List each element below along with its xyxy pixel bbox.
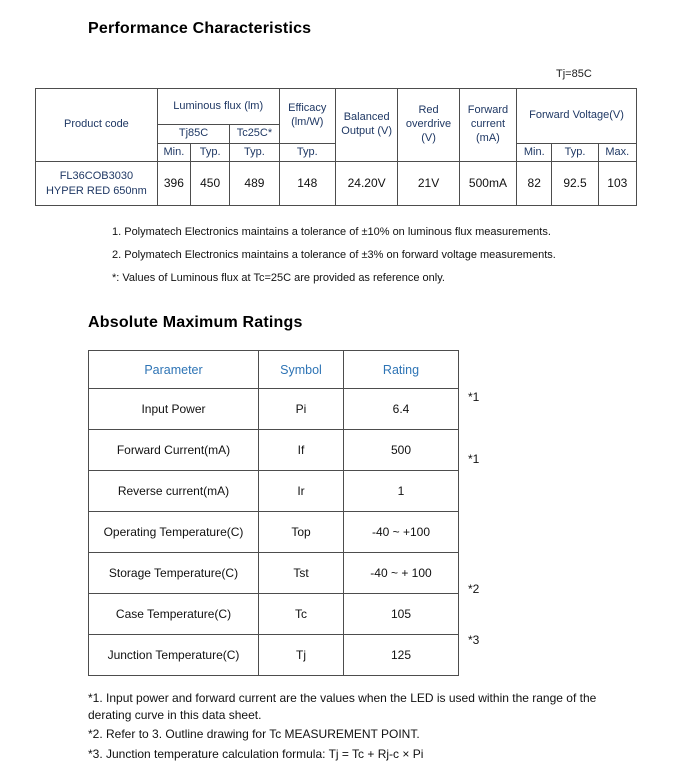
parameter-cell: Forward Current(mA) — [89, 430, 259, 471]
performance-table-wrapper — [35, 88, 641, 206]
symbol-cell: Top — [259, 512, 344, 553]
col-header-product-code: Product code — [36, 89, 158, 162]
luminous-flux-tc25c-value: 489 — [230, 162, 279, 206]
red-overdrive-value: 21V — [398, 162, 459, 206]
table-row — [89, 430, 459, 471]
performance-characteristics-title: Performance Characteristics — [88, 20, 312, 37]
subheader-lf-tc-typ: Typ. — [230, 144, 279, 162]
table-row — [89, 553, 459, 594]
efficacy-value: 148 — [279, 162, 335, 206]
subheader-efficacy-typ: Typ. — [279, 144, 335, 162]
side-note-input-power: *1 — [468, 390, 480, 404]
table-row — [36, 162, 637, 206]
symbol-cell: Tc — [259, 594, 344, 635]
subheader-fv-typ: Typ. — [552, 144, 598, 162]
col-header-efficacy: Efficacy (lm/W) — [279, 89, 335, 144]
forward-current-value: 500mA — [459, 162, 516, 206]
table-row — [89, 635, 459, 676]
amr-table-wrapper — [88, 350, 548, 676]
amr-header-parameter: Parameter — [89, 351, 259, 389]
amr-header-symbol: Symbol — [259, 351, 344, 389]
symbol-cell: Tj — [259, 635, 344, 676]
tj-condition-label: Tj=85C — [556, 68, 592, 80]
parameter-cell: Case Temperature(C) — [89, 594, 259, 635]
luminous-flux-min-value: 396 — [157, 162, 190, 206]
side-note-storage-temperature: *2 — [468, 582, 480, 596]
symbol-cell: If — [259, 430, 344, 471]
amr-table — [88, 350, 459, 676]
subheader-fv-min: Min. — [517, 144, 552, 162]
parameter-cell: Reverse current(mA) — [89, 471, 259, 512]
table-row — [89, 512, 459, 553]
subheader-lf-min: Min. — [157, 144, 190, 162]
side-note-junction-temperature: *3 — [468, 633, 480, 647]
parameter-cell: Input Power — [89, 389, 259, 430]
forward-voltage-min-value: 82 — [517, 162, 552, 206]
col-header-luminous-flux: Luminous flux (lm) — [157, 89, 279, 125]
product-code-cell — [36, 162, 158, 206]
symbol-cell: Tst — [259, 553, 344, 594]
footnote-tc-measurement-point: *2. Refer to 3. Outline drawing for Tc MEASUREMENT POINT. — [88, 727, 420, 741]
side-note-forward-current: *1 — [468, 452, 480, 466]
tolerance-note-forward-voltage: 2. Polymatech Electronics maintains a tolerance of ±3% on forward voltage measurements. — [112, 249, 556, 261]
rating-cell: -40 ~ +100 — [344, 512, 459, 553]
rating-cell: 500 — [344, 430, 459, 471]
luminous-flux-typ-value: 450 — [191, 162, 230, 206]
performance-table — [35, 88, 637, 206]
parameter-cell: Operating Temperature(C) — [89, 512, 259, 553]
col-header-red-overdrive: Red overdrive (V) — [398, 89, 459, 162]
product-code-line2: HYPER RED 650nm — [45, 184, 147, 197]
subheader-tc25c: Tc25C* — [230, 125, 279, 144]
parameter-cell: Junction Temperature(C) — [89, 635, 259, 676]
rating-cell: 105 — [344, 594, 459, 635]
col-header-forward-voltage: Forward Voltage(V) — [517, 89, 637, 144]
balanced-output-value: 24.20V — [335, 162, 397, 206]
table-row — [89, 471, 459, 512]
absolute-maximum-ratings-title: Absolute Maximum Ratings — [88, 314, 303, 331]
forward-voltage-max-value: 103 — [598, 162, 636, 206]
forward-voltage-typ-value: 92.5 — [552, 162, 598, 206]
rating-cell: -40 ~ + 100 — [344, 553, 459, 594]
footnote-junction-temperature-formula: *3. Junction temperature calculation formula: Tj = Tc + Rj-c × Pi — [88, 747, 424, 761]
rating-cell: 125 — [344, 635, 459, 676]
subheader-fv-max: Max. — [598, 144, 636, 162]
footnote-derating-curve: *1. Input power and forward current are the values when the LED is used within the range of the derating curve in this data sheet. — [88, 691, 597, 723]
amr-header-rating: Rating — [344, 351, 459, 389]
rating-cell: 1 — [344, 471, 459, 512]
tolerance-note-luminous-flux: 1. Polymatech Electronics maintains a tolerance of ±10% on luminous flux measurements. — [112, 226, 551, 238]
symbol-cell: Ir — [259, 471, 344, 512]
table-row — [89, 594, 459, 635]
table-row — [89, 389, 459, 430]
col-header-balanced-output: Balanced Output (V) — [335, 89, 397, 162]
subheader-tj85c: Tj85C — [157, 125, 229, 144]
rating-cell: 6.4 — [344, 389, 459, 430]
symbol-cell: Pi — [259, 389, 344, 430]
col-header-forward-current: Forward current (mA) — [459, 89, 516, 162]
product-code-line1: FL36COB3030 — [59, 169, 134, 182]
reference-note-tc25c: *: Values of Luminous flux at Tc=25C are provided as reference only. — [112, 272, 445, 284]
parameter-cell: Storage Temperature(C) — [89, 553, 259, 594]
subheader-lf-typ: Typ. — [191, 144, 230, 162]
